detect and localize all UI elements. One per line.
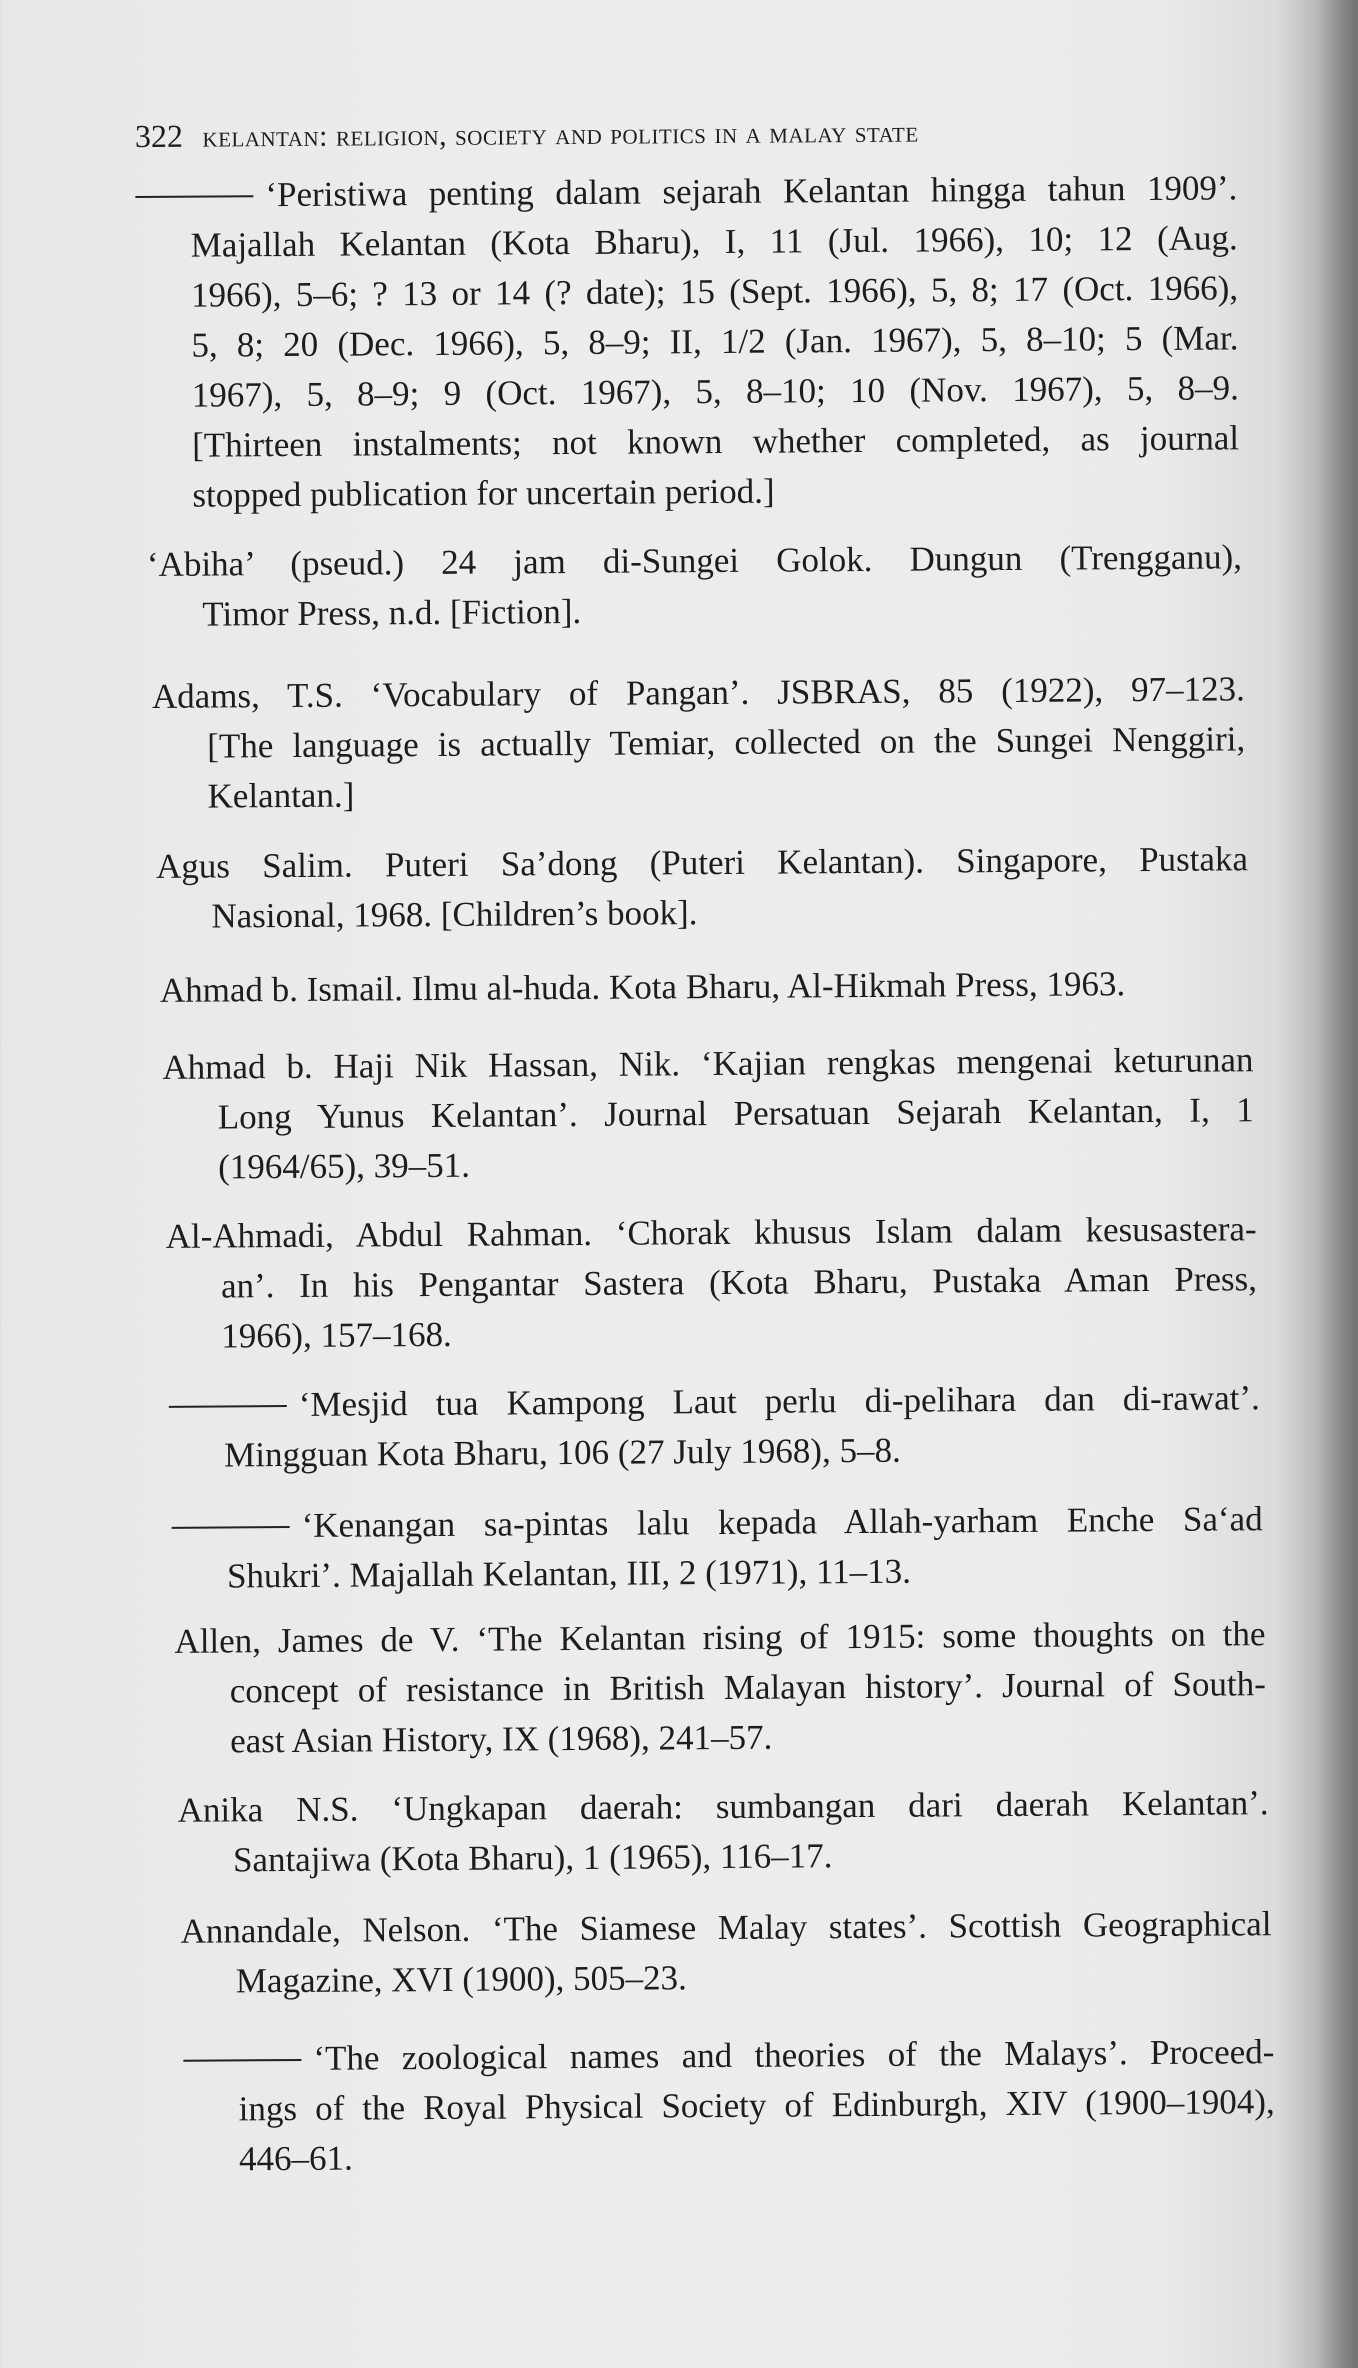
entry-line [192, 463, 1239, 520]
entry-line [230, 1709, 1266, 1766]
entry-line [183, 2027, 1274, 2085]
entry-line [191, 313, 1238, 370]
entry-text: Timor Press, n.d. [Fiction]. [202, 591, 582, 634]
entry-line [221, 1254, 1257, 1311]
entry-line [156, 834, 1248, 892]
entry-line [191, 213, 1238, 270]
entry-text: ‘Peristiwa penting dalam sejarah Kelantan hingga tahun 1909’. [265, 168, 1238, 215]
entry-line [171, 1494, 1262, 1552]
entry-text: Ahmad b. Haji Nik Hassan, Nik. ‘Kajian rengkas mengenai keturunan [162, 1040, 1254, 1087]
entry-line [239, 2077, 1275, 2134]
entry-line [236, 1949, 1272, 2006]
entry-text: an’. In his Pengantar Sastera (Kota Bharu, Pustaka Aman Press, [220, 1259, 1258, 1306]
entry-text: [Thirteen instalments; not known whether completed, as journal [191, 418, 1240, 465]
entry-text: ‘The zoological names and theories of the Malays’. Proceed- [313, 2032, 1275, 2078]
entry-line [230, 1659, 1266, 1716]
entry-text: Adams, T.S. ‘Vocabulary of Pangan’. JSBRAS, 85 (1922), 97–123. [151, 669, 1245, 716]
page-gutter-shadow [1318, 0, 1358, 2368]
entry-text: 446–61. [238, 2138, 353, 2179]
running-header [135, 106, 919, 163]
same-author-dash [135, 195, 253, 198]
same-author-dash [169, 1405, 287, 1408]
entry-line [207, 714, 1245, 771]
entry-line [162, 1035, 1253, 1093]
entry-line [192, 363, 1239, 420]
entry-line [239, 2127, 1275, 2184]
entry-line [165, 1204, 1256, 1262]
entry-text: Allen, James de V. ‘The Kelantan rising of 1915: some thoughts on the [174, 1614, 1266, 1661]
entry-text: Long Yunus Kelantan’. Journal Persatuan Sejarah Kelantan, I, 1 [217, 1090, 1254, 1137]
entry-line [233, 1828, 1269, 1885]
entry-line [207, 764, 1245, 821]
entry-line [218, 1135, 1254, 1192]
entry-line [191, 263, 1238, 320]
entry-text: (1964/65), 39–51. [218, 1145, 471, 1187]
entry-text: 1966), 157–168. [221, 1314, 452, 1356]
entry-line [177, 1778, 1268, 1836]
entry-line [224, 1423, 1260, 1480]
entry-text: stopped publication for uncertain period.] [192, 471, 775, 515]
entry-text: ings of the Royal Physical Society of Edinburgh, XIV (1900–1904), [238, 2082, 1275, 2129]
entry-line [160, 958, 1251, 1016]
entry-line [227, 1544, 1263, 1601]
entry-text: ‘Mesjid tua Kampong Laut perlu di-pelihara dan di-rawat’. [298, 1378, 1260, 1424]
entry-text: ‘Abiha’ (pseud.) 24 jam di-Sungei Golok. Dungun (Trengganu), [146, 537, 1243, 584]
entry-line [211, 884, 1248, 941]
entry-text: concept of resistance in British Malayan history’. Journal of South- [229, 1664, 1266, 1711]
entry-line [180, 1899, 1271, 1957]
entry-line [135, 163, 1237, 221]
entry-text: Magazine, XVI (1900), 505–23. [235, 1958, 687, 2001]
same-author-dash [172, 1526, 290, 1529]
entry-line [218, 1085, 1254, 1142]
entry-text: [The language is actually Temiar, collected on the Sungei Nenggiri, [207, 719, 1246, 766]
entry-line [192, 413, 1239, 470]
entry-text: Anika N.S. ‘Ungkapan daerah: sumbangan dari daerah Kelantan’. [177, 1783, 1269, 1830]
entry-line [152, 664, 1245, 722]
entry-text: Kelantan.] [207, 775, 355, 816]
entry-line [221, 1304, 1257, 1361]
entry-line [147, 532, 1242, 590]
entry-text: Annandale, Nelson. ‘The Siamese Malay states’. Scottish Geographical [180, 1904, 1272, 1951]
entry-text: Santajiwa (Kota Bharu), 1 (1965), 116–17. [232, 1836, 833, 1880]
entry-text: Al-Ahmadi, Abdul Rahman. ‘Chorak khusus Islam dalam kesusastera- [165, 1209, 1257, 1256]
entry-line [202, 582, 1242, 639]
same-author-dash [183, 2059, 301, 2062]
running-title: kelantan: religion, society and politics in a malay state [202, 115, 919, 154]
entry-text: Agus Salim. Puteri Sa’dong (Puteri Kelantan). Singapore, Pustaka [155, 839, 1249, 886]
entry-text: Nasional, 1968. [Children’s book]. [211, 893, 698, 936]
entry-text: Majallah Kelantan (Kota Bharu), I, 11 (Jul. 1966), 10; 12 (Aug. [190, 218, 1238, 265]
entry-text: Shukri’. Majallah Kelantan, III, 2 (1971), 11–13. [226, 1551, 912, 1596]
entry-text: east Asian History, IX (1968), 241–57. [230, 1717, 773, 1761]
entry-line [174, 1609, 1265, 1667]
entry-text: Ahmad b. Ismail. Ilmu al-huda. Kota Bharu, Al-Hikmah Press, 1963. [159, 964, 1126, 1010]
entry-text: Mingguan Kota Bharu, 106 (27 July 1968), 5–8. [224, 1430, 901, 1475]
entry-line [169, 1373, 1260, 1431]
entry-text: 1966), 5–6; ? 13 or 14 (? date); 15 (Sept. 1966), 5, 8; 17 (Oct. 1966), [190, 268, 1239, 315]
entry-text: 1967), 5, 8–9; 9 (Oct. 1967), 5, 8–10; 10 (Nov. 1967), 5, 8–9. [191, 368, 1239, 415]
page-number: 322 [134, 117, 184, 155]
entry-text: 5, 8; 20 (Dec. 1966), 5, 8–9; II, 1/2 (Jan. 1967), 5, 8–10; 5 (Mar. [191, 318, 1239, 365]
entry-text: ‘Kenangan sa-pintas lalu kepada Allah-yarham Enche Sa‘ad [301, 1499, 1263, 1545]
